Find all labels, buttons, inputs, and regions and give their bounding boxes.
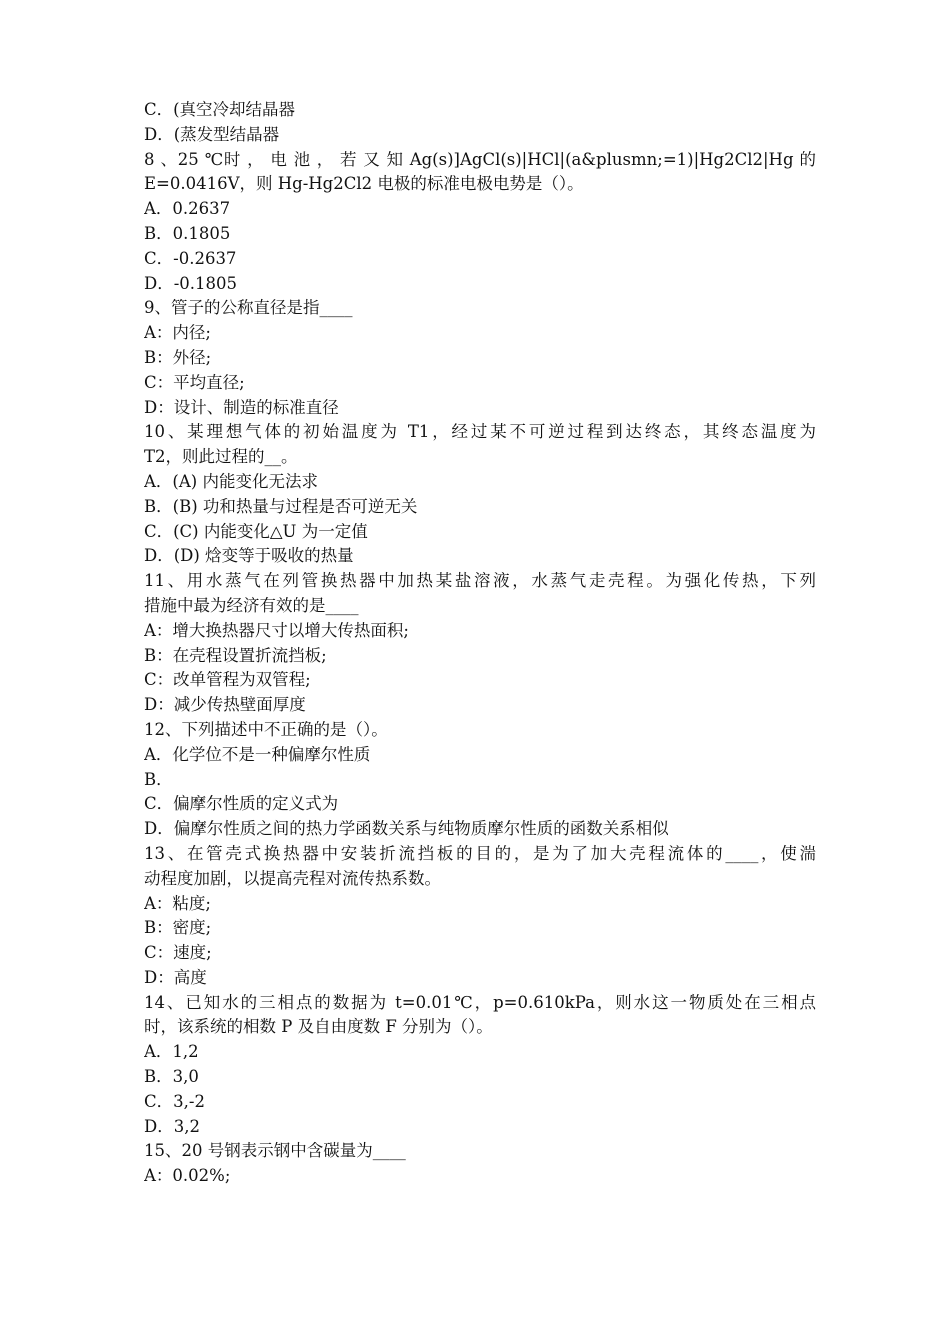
text-line: D．偏摩尔性质之间的热力学函数关系与纯物质摩尔性质的函数关系相似 xyxy=(144,819,669,839)
text-line: C．3,-2 xyxy=(144,1091,205,1111)
text-line: 14、已知水的三相点的数据为 t=0.01℃，p=0.610kPa，则水这一物质处在三相点 xyxy=(144,992,816,1012)
text-line: A．0.2637 xyxy=(144,199,231,219)
text-line: 13、在管壳式换热器中安装折流挡板的目的，是为了加大壳程流体的____，使湍 xyxy=(144,843,816,863)
text-line: D．(蒸发型结晶器 xyxy=(144,124,280,144)
text-line: A：内径; xyxy=(144,323,211,343)
text-line: D．-0.1805 xyxy=(144,273,238,293)
text-line: B：密度; xyxy=(144,918,212,938)
text-line: 10、某理想气体的初始温度为 T1，经过某不可逆过程到达终态，其终态温度为 xyxy=(144,422,816,442)
text-line: T2，则此过程的__。 xyxy=(144,447,298,467)
text-line: B．(B) 功和热量与过程是否可逆无关 xyxy=(144,496,418,516)
text-line: 9、管子的公称直径是指____ xyxy=(144,298,353,318)
text-line: B．3,0 xyxy=(144,1067,199,1087)
text-line: C．偏摩尔性质的定义式为 xyxy=(144,794,339,814)
text-line: C：速度; xyxy=(144,943,212,963)
text-line: A：增大换热器尺寸以增大传热面积; xyxy=(144,620,409,640)
text-line: 15、20 号钢表示钢中含碳量为____ xyxy=(144,1141,406,1161)
text-line: 8 、25 ℃时 ， 电 池 ， 若 又 知 Ag(s)]AgCl(s)|HCl|(a&plusmn;=1)|Hg2Cl2|Hg 的 xyxy=(144,149,816,169)
text-line: C．(真空冷却结晶器 xyxy=(144,100,296,119)
text-line: 12、下列描述中不正确的是（）。 xyxy=(144,719,388,739)
text-line: 动程度加剧，以提高壳程对流传热系数。 xyxy=(144,868,441,888)
text-line: C：平均直径; xyxy=(144,372,245,392)
text-line: 措施中最为经济有效的是____ xyxy=(144,595,359,615)
text-line: A：0.02%; xyxy=(144,1166,231,1186)
text-line: 11、用水蒸气在列管换热器中加热某盐溶液，水蒸气走壳程。为强化传热，下列 xyxy=(144,571,816,591)
text-line: A．化学位不是一种偏摩尔性质 xyxy=(144,744,371,764)
text-line: D：减少传热壁面厚度 xyxy=(144,695,306,715)
text-line: B：在壳程设置折流挡板; xyxy=(144,645,327,665)
text-line: B：外径; xyxy=(144,347,212,367)
text-line: E=0.0416V，则 Hg-Hg2Cl2 电极的标准电极电势是（）。 xyxy=(144,174,584,194)
text-line: 时，该系统的相数 P 及自由度数 F 分别为（）。 xyxy=(144,1017,493,1037)
text-line: A．(A) 内能变化无法求 xyxy=(144,471,318,491)
text-line: D．(D) 焓变等于吸收的热量 xyxy=(144,546,354,566)
text-line: D：设计、制造的标准直径 xyxy=(144,397,339,417)
document-body xyxy=(144,98,816,1189)
text-line: D：高度 xyxy=(144,967,207,987)
text-line: C．(C) 内能变化△U 为一定值 xyxy=(144,521,368,541)
text-line: C．-0.2637 xyxy=(144,248,237,268)
text-line: A：粘度; xyxy=(144,893,211,913)
text-line: B． xyxy=(144,769,173,789)
text-line: D．3,2 xyxy=(144,1116,200,1136)
text-line: B．0.1805 xyxy=(144,223,231,243)
text-line: A．1,2 xyxy=(144,1042,199,1062)
text-line: C：改单管程为双管程; xyxy=(144,670,311,690)
